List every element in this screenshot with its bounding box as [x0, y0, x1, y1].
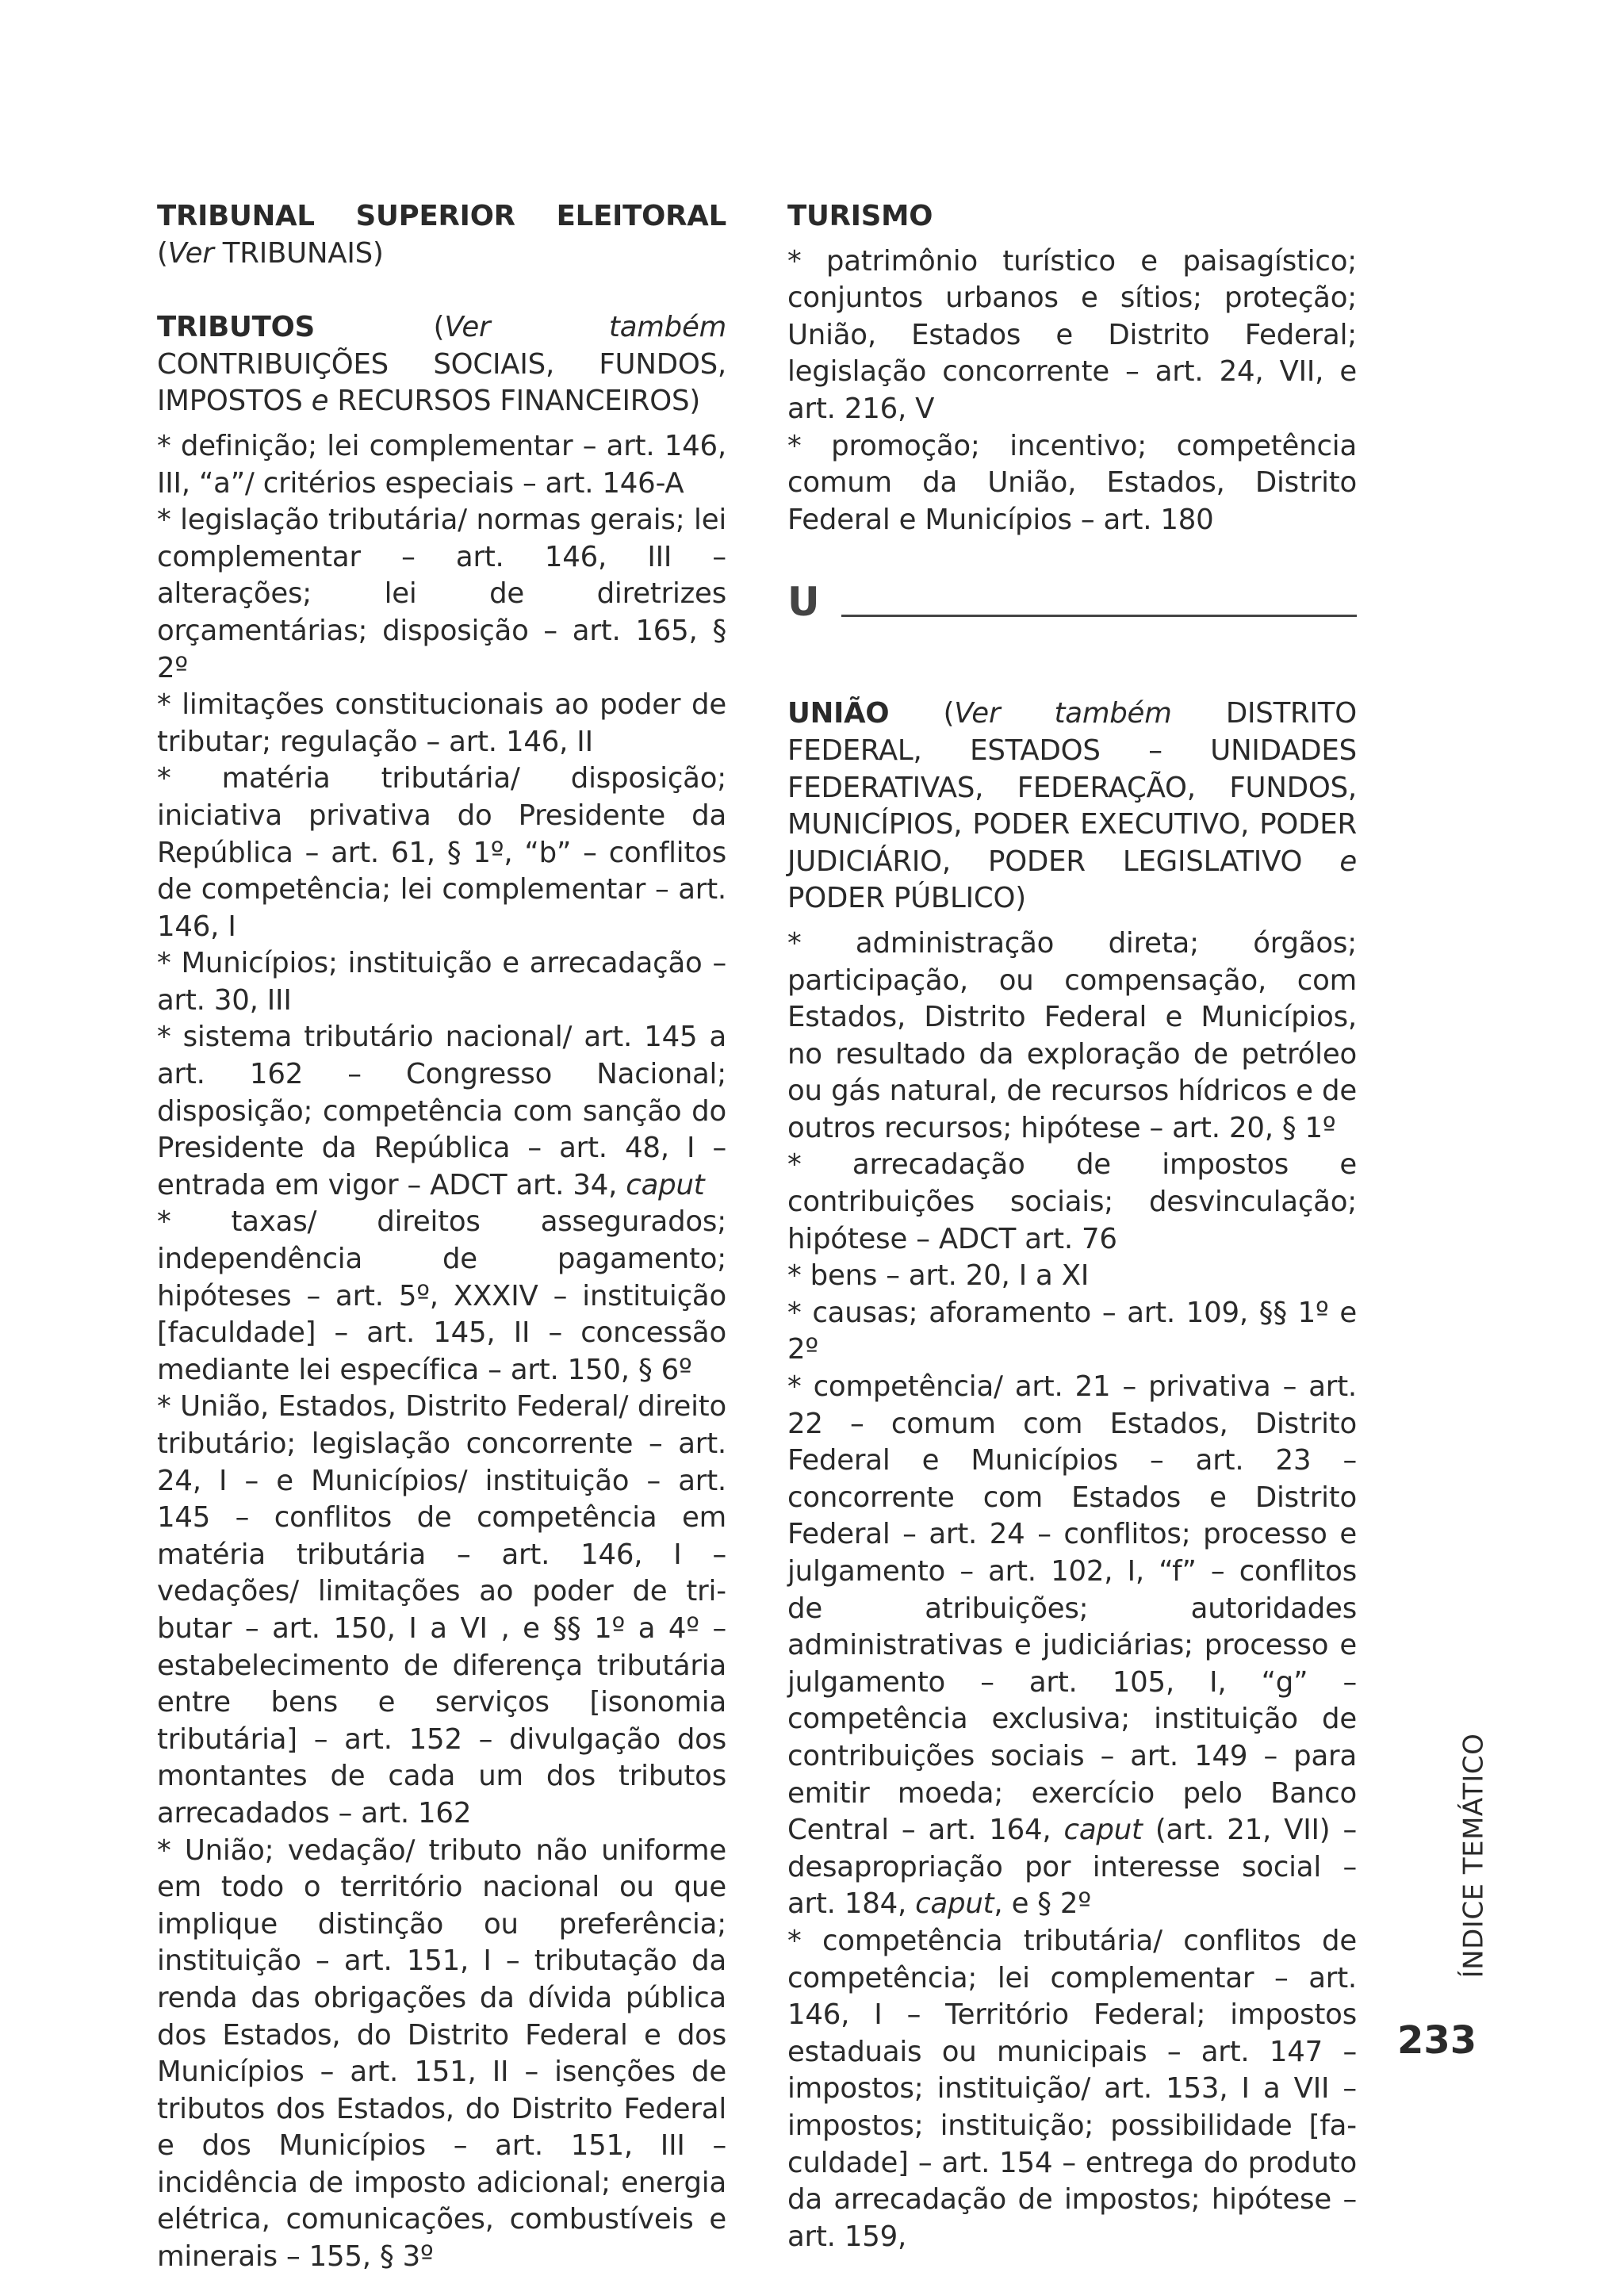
ref-text: RECURSOS FINANCEIROS) — [328, 385, 700, 418]
subentry: * definição; lei complementar – art. 146, III, “a”/ critérios especiais – art. 146-A — [157, 429, 726, 500]
subentry — [787, 1369, 1357, 1923]
subentry: * limitações constitucionais ao poder de tributar; regulação – art. 146, II — [157, 688, 726, 758]
subentry: * patrimônio turístico e paisagístico; conjuntos urbanos e sítios; proteção; União, Estados e Distrito Federal; legislação concorrente – art. 24, VII, e art. 216, V — [787, 244, 1357, 425]
section-rule — [841, 615, 1357, 617]
subentry: * arrecadação de impostos e contribuições sociais; desvinculação; hipótese – ADCT art. 76 — [787, 1148, 1357, 1255]
subentry: * bens – art. 20, I a XI — [787, 1259, 1090, 1293]
entry-uniao — [787, 695, 1357, 918]
subentry-text: * sistema tributário nacional/ art. 145 a art. 162 – Congresso Nacional; disposição; competência com sanção do Presidente da República – art. 48, I – entrada em vigor – ADCT art. 34, — [157, 1021, 726, 1201]
ref-open: ( — [315, 311, 445, 344]
letter-section-header — [787, 574, 1357, 626]
left-column — [157, 198, 726, 2276]
entry-tribunal-superior-eleitoral — [157, 198, 726, 272]
subentry: * competência tributária/ conflitos de competência; lei complementar – art. 146, I – Território Federal; impostos estaduais ou municipais – art. 147 – impostos; instituição/ art. 153, I a VII – impostos; instituição; possibilidade [faculdade] – art. 154 – entrega do produto da arrecadação de impostos; hipótese – art. 159, — [787, 1924, 1357, 2253]
entry-term: TRIBUTOS — [157, 311, 316, 344]
ref-open: ( — [157, 236, 168, 270]
ref-italic: e — [1339, 845, 1357, 878]
ref-italic: e — [311, 385, 329, 418]
section-letter: U — [787, 579, 820, 626]
spacer — [157, 272, 726, 309]
entry-term: UNIÃO — [787, 697, 890, 730]
subentry-text: (art. 21, VII) – desapropriação por interesse social – art. 184, — [787, 1814, 1357, 1921]
subentry — [157, 1019, 726, 1204]
ref-open: ( — [889, 697, 955, 730]
entry-term: TRIBUNAL SUPERIOR ELEITORAL — [157, 200, 726, 232]
ref-italic: Ver também — [444, 311, 727, 344]
ref-italic: Ver — [167, 236, 214, 270]
entry-turismo — [787, 198, 1357, 236]
subentry-italic: caput — [626, 1168, 705, 1201]
right-column — [787, 198, 1357, 2255]
subentry-text: * competência/ art. 21 – privativa – art. 22 – comum com Estados, Distrito Federal e Municípios – art. 23 – concorrente com Estados e Distrito Federal – art. 24 – conflitos; processo e julgamento – art. 102, I, “f” – conflitos de atribuições; autoridades administrativas e judiciárias; processo e julgamento – art. 105, I, “g” – competência exclusiva; instituição de contribuições sociais – art. 149 – para emitir moeda; exercício pelo Banco Central – art. 164, — [787, 1370, 1357, 1847]
subentry-italic: caput — [1063, 1814, 1143, 1847]
subentry: * administração direta; órgãos; participação, ou compensação, com Estados, Distrito Federal e Municípios, no resultado da exploração de petróleo ou gás natural, de recursos hídricos e de outros recursos; hipótese – art. 20, § 1º — [787, 926, 1357, 1144]
entry-term: TURISMO — [787, 200, 933, 232]
subentry-italic: caput — [915, 1887, 994, 1921]
subentry: * taxas/ direitos assegurados; independência de pagamento; hipóteses – art. 5º, XXXIV – instituição [faculdade] – art. 145, II – concessão mediante lei específica – art. 150, § 6º — [157, 1205, 726, 1386]
ref-italic: Ver também — [954, 697, 1172, 730]
subentry: * legislação tributária/ normas gerais; lei complementar – art. 146, III – alterações; lei de diretrizes orçamentárias; disposição – art. 165, § 2º — [157, 504, 726, 684]
subentry: * Municípios; instituição e arrecadação – art. 30, III — [157, 947, 726, 1017]
subentry: * União, Estados, Distrito Federal/ direito tributário; legislação concorrente – art. 24, I – e Municípios/ instituição – art. 145 – conflitos de competência em matéria tributária – art. 146, I – vedações/ limitações ao poder de tributar – art. 150, I a VI , e §§ 1º a 4º – estabelecimento de diferença tributária entre bens e serviços [isonomia tributária] – art. 152 – divulgação dos montantes de cada um dos tributos arrecadados – art. 162 — [157, 1390, 726, 1830]
side-label-text: ÍNDICE TEMÁTICO — [1457, 1733, 1490, 1979]
side-section-label — [1450, 1689, 1497, 2022]
subentry: * matéria tributária/ disposição; iniciativa privativa do Presidente da República – art. 61, § 1º, “b” – conflitos de competência; lei complementar – art. 146, I — [157, 762, 726, 943]
page-number: 233 — [1397, 2018, 1477, 2063]
subentry: * União; vedação/ tributo não uniforme em todo o território nacional ou que implique distinção ou preferência; instituição – art. 151, I – tributação da renda das obrigações da dívida pública dos Estados, do Distrito Federal e dos Municípios – art. 151, II – isenções de tributos dos Estados, do Distrito Federal e dos Municípios – art. 151, III – incidência de imposto adicional; energia elétrica, comunicações, combustíveis e minerais – 155, § 3º — [157, 1833, 726, 2274]
ref-text: DISTRITO FEDERAL, ESTADOS – UNIDADES FEDERATIVAS, FEDERAÇÃO, FUNDOS, MUNICÍPIOS, PODER EXECUTIVO, PODER JUDICIÁRIO, PODER LEGISLATIVO — [787, 697, 1358, 878]
subentry: * causas; aforamento – art. 109, §§ 1º e 2º — [787, 1296, 1357, 1366]
ref-text: PODER PÚBLICO) — [787, 882, 1026, 915]
subentry-text: , e § 2º — [994, 1887, 1091, 1921]
entry-tributos — [157, 309, 726, 420]
subentry: * promoção; incentivo; competência comum da União, Estados, Distrito Federal e Municípios – art. 180 — [787, 429, 1357, 536]
ref-text: TRIBUNAIS) — [213, 236, 384, 270]
ref-text: CONTRIBUIÇÕES SOCIAIS, FUNDOS, IMPOSTOS — [157, 347, 726, 418]
